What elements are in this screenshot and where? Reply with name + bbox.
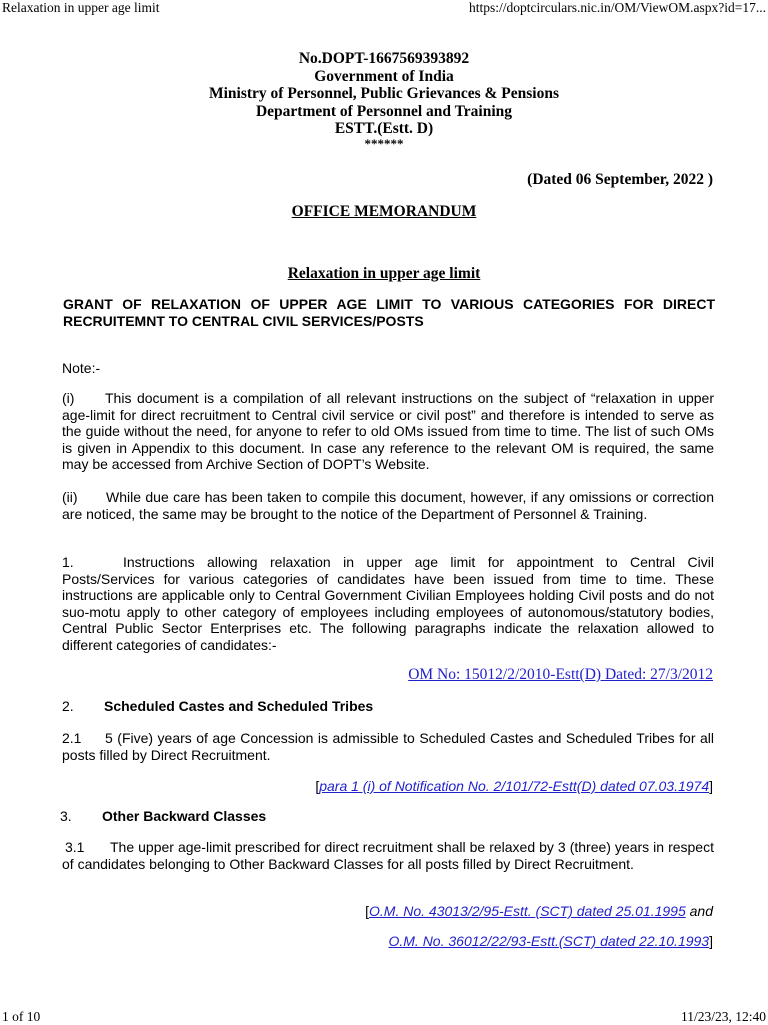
- para-3-1: [62, 839, 714, 872]
- section-3-title: Other Backward Classes: [102, 808, 267, 824]
- om-reference-link[interactable]: OM No: 15012/2/2010-Estt(D) Dated: 27/3/2012: [408, 666, 713, 683]
- browser-page-title: Relaxation in upper age limit: [2, 0, 160, 15]
- note-i-label: (i): [62, 390, 75, 406]
- reference-and: and: [689, 903, 713, 919]
- separator-stars: ******: [364, 135, 404, 151]
- letterhead: [0, 50, 768, 150]
- document-number: No.DOPT-1667569393892: [298, 50, 470, 67]
- note-ii-paragraph: [62, 489, 714, 522]
- om-1993-link[interactable]: O.M. No. 36012/22/93-Estt.(SCT) dated 22.10.1993: [388, 933, 710, 949]
- browser-page-url[interactable]: https://doptcirculars.nic.in/OM/ViewOM.aspx?id=17...: [468, 0, 766, 15]
- page-counter: 1 of 10: [2, 1009, 41, 1024]
- section-3-reference-2: O.M. No. 36012/22/93-Estt.(SCT) dated 22.10.1993]: [388, 933, 713, 949]
- government-line: Government of India: [314, 67, 454, 85]
- section-2-heading: [62, 698, 373, 714]
- notification-link[interactable]: para 1 (i) of Notification No. 2/101/72-Estt(D) dated 07.03.1974: [319, 778, 710, 794]
- note-ii-label: (ii): [62, 489, 78, 505]
- note-i-text: This document is a compilation of all relevant instructions on the subject of “relaxation in upper age-limit for direct recruitment to Central civil service or civil post” and therefore is intended to serve as the guide without the need, for anyone to refer to old OMs issued from time to time. The list of such OMs is given in Appendix to this document. In case any reference to the relevant OM is required, the same may be accessed from Archive Section of DOPT’s Website.: [62, 390, 714, 472]
- dated-line: (Dated 06 September, 2022 ): [527, 171, 713, 188]
- print-timestamp: 11/23/23, 12:40: [680, 1009, 766, 1024]
- section-2-number: 2.: [62, 698, 74, 714]
- note-i-paragraph: [62, 390, 714, 473]
- para-2-1: [62, 730, 714, 763]
- subject-title: Relaxation in upper age limit: [287, 265, 481, 282]
- para-3-1-label: 3.1: [65, 839, 85, 855]
- para-1-text: Instructions allowing relaxation in upper age limit for appointment to Central Civil Posts/Services for various categories of candidates have been issued from time to time. These instructions are applicable only to Central Government Civilian Employees holding Civil posts and do not suo-motu apply to other category of employees including employees of autonomous/statutory bodies, Central Public Sector Enterprises etc. The following paragraphs indicate the relaxation allowed to different categories of candidates:-: [62, 554, 714, 653]
- note-ii-text: While due care has been taken to compile this document, however, if any omissions or correction are noticed, the same may be brought to the notice of the Department of Personnel & Training.: [62, 489, 714, 522]
- para-1-label: 1.: [62, 554, 74, 570]
- office-memorandum-title: OFFICE MEMORANDUM: [291, 203, 477, 220]
- grant-heading: GRANT OF RELAXATION OF UPPER AGE LIMIT TO VARIOUS CATEGORIES FOR DIRECT RECRUITEMNT TO CENTRAL CIVIL SERVICES/POSTS: [63, 296, 715, 329]
- para-3-1-text: The upper age-limit prescribed for direct recruitment shall be relaxed by 3 (three) years in respect of candidates belonging to Other Backward Classes for all posts filled by Direct Recruitment.: [62, 839, 714, 872]
- section-3-reference-1: [O.M. No. 43013/2/95-Estt. (SCT) dated 25.01.1995 and: [365, 903, 713, 919]
- section-2-reference: [para 1 (i) of Notification No. 2/101/72-Estt(D) dated 07.03.1974]: [315, 778, 713, 794]
- om-1995-link[interactable]: O.M. No. 43013/2/95-Estt. (SCT) dated 25.01.1995: [369, 903, 686, 919]
- section-3-heading: [60, 808, 266, 824]
- section-line: ESTT.(Estt. D): [334, 120, 434, 137]
- para-2-1-text: 5 (Five) years of age Concession is admissible to Scheduled Castes and Scheduled Tribes for all posts filled by Direct Recruitment.: [62, 730, 714, 763]
- ministry-line: Ministry of Personnel, Public Grievances & Pensions: [208, 85, 559, 102]
- section-2-title: Scheduled Castes and Scheduled Tribes: [104, 698, 374, 714]
- para-1: [62, 554, 714, 653]
- section-3-number: 3.: [60, 808, 72, 824]
- department-line: Department of Personnel and Training: [255, 102, 513, 120]
- note-label: Note:-: [62, 360, 101, 376]
- para-2-1-label: 2.1: [62, 730, 82, 746]
